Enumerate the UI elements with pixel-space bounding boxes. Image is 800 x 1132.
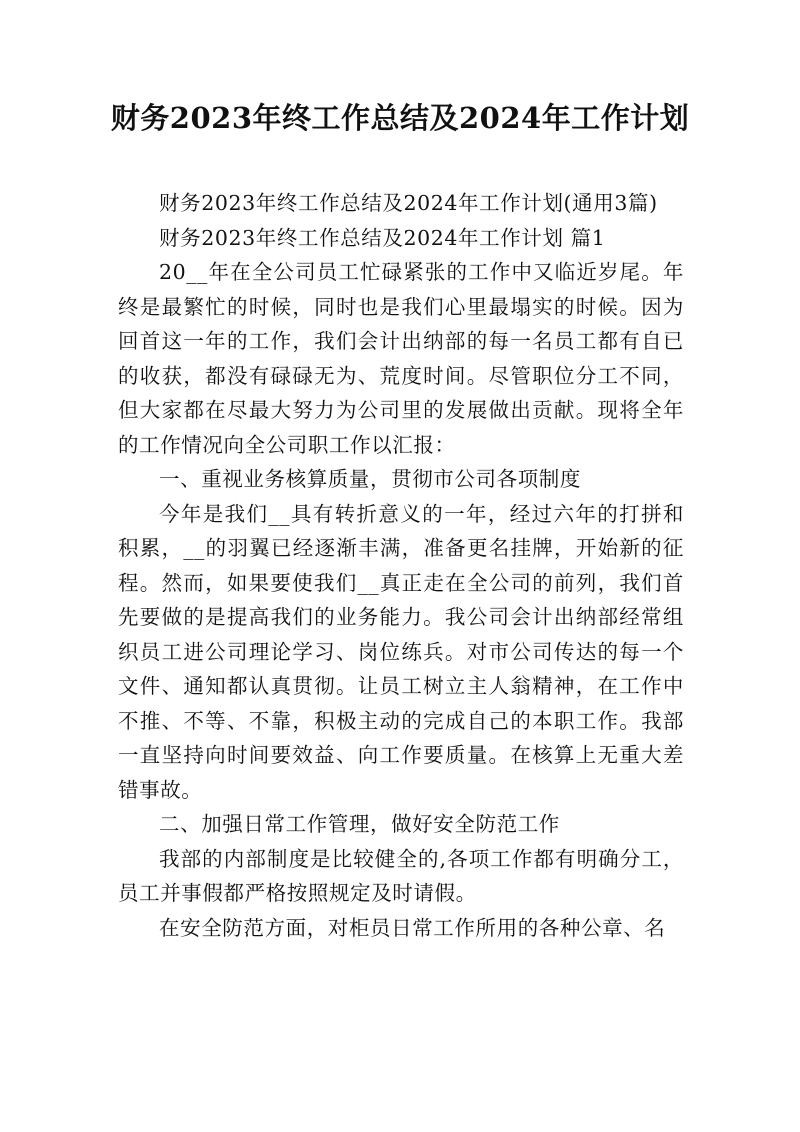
body-paragraph: 在安全防范方面，对柜员日常工作所用的各种公章、名 [159,915,666,940]
body-paragraph: 我部的内部制度是比较健全的,各项工作都有明确分工，员工并事假都严格按照规定及时请假。 [118,846,684,905]
body-paragraph: 今年是我们__具有转折意义的一年，经过六年的打拼和积累，__的羽翼已经逐渐丰满，准备更名挂牌，开始新的征程。然而，如果要使我们__真正走在全公司的前列，我们首先要做的是提高我们的业务能力。我公司会计出纳部经常组织员工进公司理论学习、岗位练兵。对市公司传达的每一个文件、通知都认真贯彻。让员工树立主人翁精神，在工作中不推、不等、不靠，积极主动的完成自己的本职工作。我部一直坚持向时间要效益、向工作要质量。在核算上无重大差错事故。 [118,501,684,802]
document-body [118,186,684,945]
document-title: 财务2023年终工作总结及2024年工作计划 [110,101,690,135]
subtitle-paragraph: 财务2023年终工作总结及2024年工作计划(通用3篇) [159,191,658,215]
section-heading-2: 二、加强日常工作管理，做好安全防范工作 [159,812,560,836]
section-heading-1: 一、重视业务核算质量，贯彻市公司各项制度 [159,467,581,491]
section-heading-part-1: 财务2023年终工作总结及2024年工作计划 篇1 [159,225,606,250]
body-paragraph: 20__年在全公司员工忙碌紧张的工作中又临近岁尾。年终是最繁忙的时候，同时也是我们心里最塌实的时候。因为回首这一年的工作，我们会计出纳部的每一名员工都有自已的收获，都没有碌碌无为、荒度时间。尽管职位分工不同，但大家都在尽最大努力为公司里的发展做出贡献。现将全年的工作情况向全公司职工作以汇报： [118,260,684,457]
